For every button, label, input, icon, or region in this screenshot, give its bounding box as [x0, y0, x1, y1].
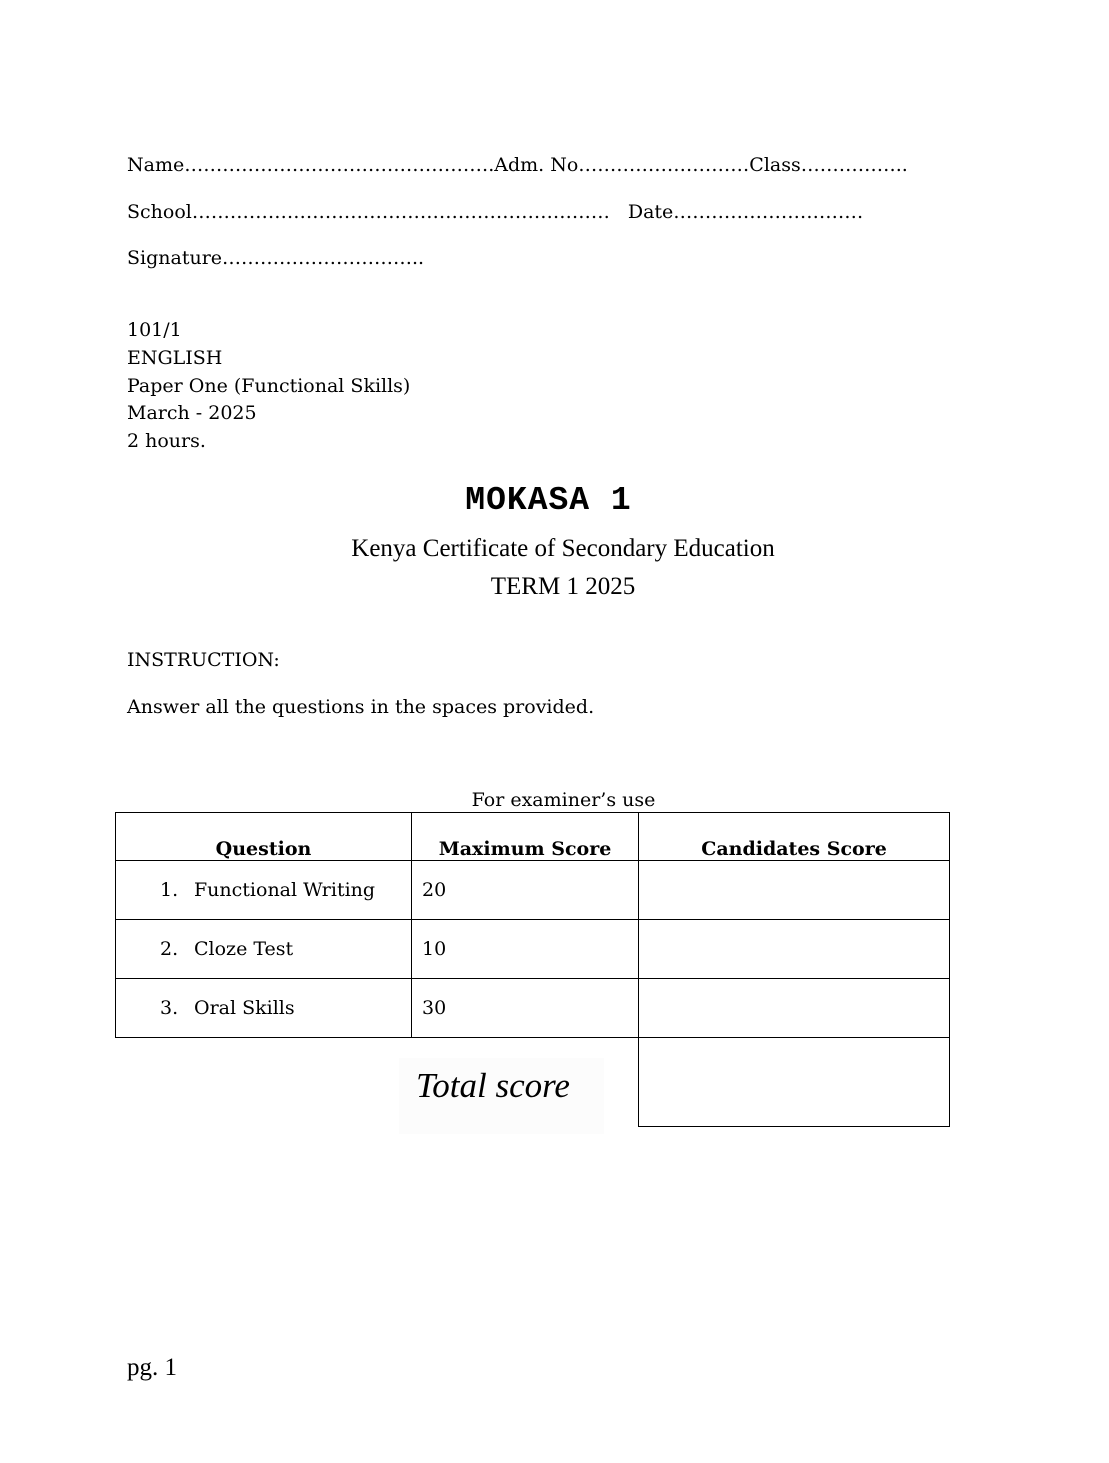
name-field — [127, 154, 908, 176]
max-score-cell: 20 — [412, 861, 639, 920]
question-name: Oral Skills — [194, 997, 295, 1019]
signature-field — [127, 247, 424, 269]
score-table — [115, 812, 950, 1038]
table-header-row — [116, 813, 950, 861]
question-number: 3. — [160, 997, 179, 1019]
paper-title: Paper One (Functional Skills) — [127, 374, 411, 397]
paper-date: March - 2025 — [127, 402, 257, 425]
exam-title: MOKASA 1 — [465, 482, 632, 519]
candidate-score-cell[interactable] — [639, 920, 950, 979]
header-maximum-score: Maximum Score — [412, 813, 639, 861]
page-number: pg. 1 — [127, 1354, 177, 1381]
certificate-name: Kenya Certificate of Secondary Education — [351, 535, 775, 562]
table-row — [116, 979, 950, 1038]
question-number: 1. — [160, 879, 179, 901]
question-number: 2. — [160, 938, 179, 960]
max-score-cell: 30 — [412, 979, 639, 1038]
header-question: Question — [116, 813, 412, 861]
question-cell — [116, 979, 412, 1038]
table-row — [116, 920, 950, 979]
date-field: Date………………………… — [627, 201, 864, 223]
total-score-label: Total score — [416, 1066, 570, 1105]
candidate-score-cell[interactable] — [639, 979, 950, 1038]
max-score-cell: 10 — [412, 920, 639, 979]
school-date-row — [127, 201, 863, 223]
examiner-caption: For examiner’s use — [471, 789, 656, 811]
school-field: School………………………………………………………… — [127, 201, 610, 223]
question-name: Cloze Test — [194, 938, 294, 960]
paper-subject: ENGLISH — [127, 346, 223, 369]
paper-info — [127, 317, 410, 456]
instruction-text: Answer all the questions in the spaces provided. — [127, 696, 595, 718]
paper-code: 101/1 — [127, 319, 182, 341]
question-cell — [116, 920, 412, 979]
header-candidates-score: Candidates Score — [639, 813, 950, 861]
instruction-heading: INSTRUCTION: — [127, 649, 280, 671]
exam-subtitle — [0, 530, 1109, 606]
table-row — [116, 861, 950, 920]
question-name: Functional Writing — [194, 879, 376, 901]
name-adm-class-line: Name………………………………………….Adm. No………………………Class…………….. — [127, 154, 908, 176]
exam-term: TERM 1 2025 — [490, 573, 636, 600]
paper-duration: 2 hours. — [127, 430, 206, 453]
total-score-box[interactable] — [638, 1038, 950, 1127]
question-cell — [116, 861, 412, 920]
signature-line: Signature………………………….. — [127, 247, 425, 269]
candidate-score-cell[interactable] — [639, 861, 950, 920]
